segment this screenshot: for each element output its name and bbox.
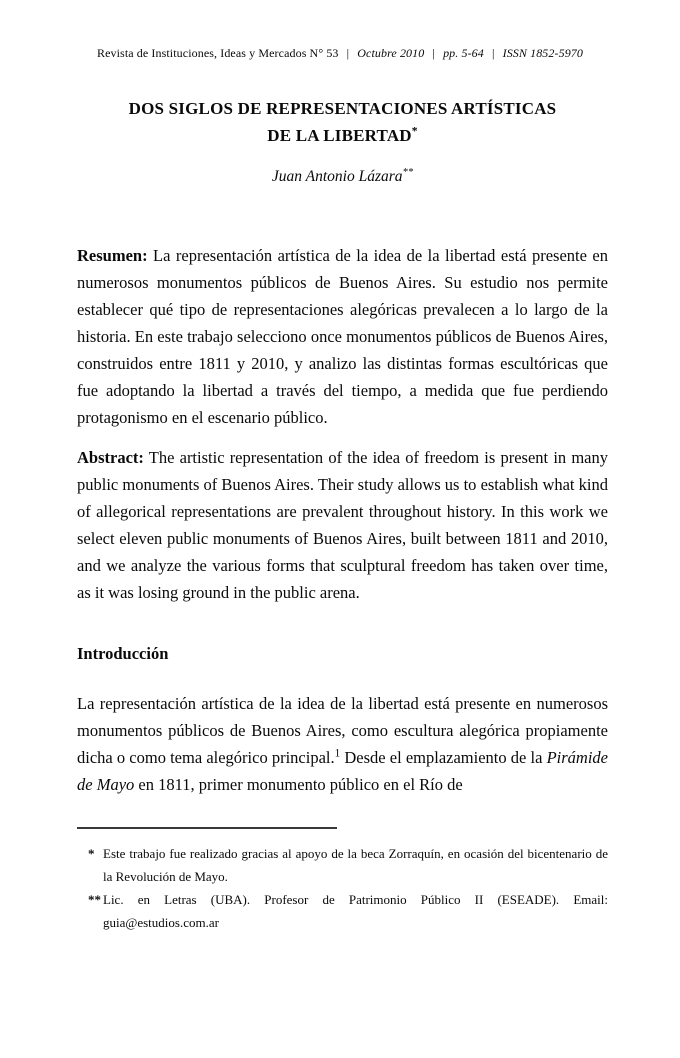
title-footnote-ref: *	[411, 124, 418, 138]
journal-header	[0, 46, 680, 61]
introduction-text-part2: Desde el emplazamiento de la	[340, 748, 547, 767]
article-title	[77, 95, 608, 149]
header-separator: |	[432, 46, 435, 60]
footnote-separator-line	[77, 827, 337, 829]
abstract-label: Abstract:	[77, 448, 144, 467]
author-footnote-ref: **	[402, 166, 414, 178]
resumen-text: La representación artística de la idea de la libertad está presente en numerosos monumentos públicos de Buenos Aires. Su estudio nos permite establecer qué tipo de representaciones alegóricas prevalecen a lo largo de la historia. En este trabajo selecciono once monumentos públicos de Buenos Aires, construidos entre 1811 y 2010, y analizo las distintas formas escultóricas que fue adoptando la libertad a través del tiempo, a medida que fue perdiendo protagonismo en el escenario público.	[77, 246, 608, 427]
header-separator: |	[491, 46, 495, 60]
footnote-ref-1: 1	[334, 747, 341, 760]
resumen-paragraph	[77, 242, 608, 431]
introduction-heading: Introducción	[77, 644, 169, 663]
footnote-star	[77, 842, 608, 888]
journal-name: Revista de Instituciones, Ideas y Mercados N° 53	[96, 46, 339, 60]
footnote-double-star-marker: **	[88, 892, 101, 907]
footnote-double-star-text: Lic. en Letras (UBA). Profesor de Patrimonio Público II (ESEADE). Email: guia@estudios.com.ar	[103, 892, 608, 930]
author-line	[77, 168, 608, 186]
introduction-text-part3: en 1811, primer monumento público en el Río de	[134, 775, 463, 794]
journal-issn: ISSN 1852-5970	[502, 46, 584, 60]
journal-pages: pp. 5-64	[443, 46, 484, 60]
piramide-de-mayo-italic: Pirámide de Mayo	[77, 748, 608, 794]
header-separator: |	[346, 46, 350, 60]
abstract-text: The artistic representation of the idea of freedom is present in many public monuments of Buenos Aires. Their study allows us to establish what kind of allegorical representations are prevalent throughout history. In this work we select eleven public monuments of Buenos Aires, built between 1811 and 2010, and we analyze the various forms that sculptural freedom has taken over time, as it was losing ground in the public arena.	[77, 448, 608, 602]
author-name: Juan Antonio Lázara	[271, 168, 403, 185]
resumen-label: Resumen:	[77, 246, 148, 265]
footnotes-section	[77, 827, 608, 934]
footnote-star-marker: *	[88, 846, 95, 861]
journal-issue-date: Octubre 2010	[357, 46, 425, 60]
introduction-paragraph	[77, 690, 608, 798]
abstract-paragraph	[77, 444, 608, 606]
article-title-line1: DOS SIGLOS DE REPRESENTACIONES ARTÍSTICAS	[128, 99, 557, 118]
footnote-double-star	[77, 888, 608, 934]
introduction-text-part1: La representación artística de la idea de la libertad está presente en numerosos monumentos públicos de Buenos Aires, como escultura alegórica propiamente dicha o como tema alegórico principal.	[77, 694, 608, 767]
article-title-line2: DE LA LIBERTAD	[267, 126, 412, 145]
footnote-star-text: Este trabajo fue realizado gracias al apoyo de la beca Zorraquín, en ocasión del bicentenario de la Revolución de Mayo.	[103, 846, 608, 884]
